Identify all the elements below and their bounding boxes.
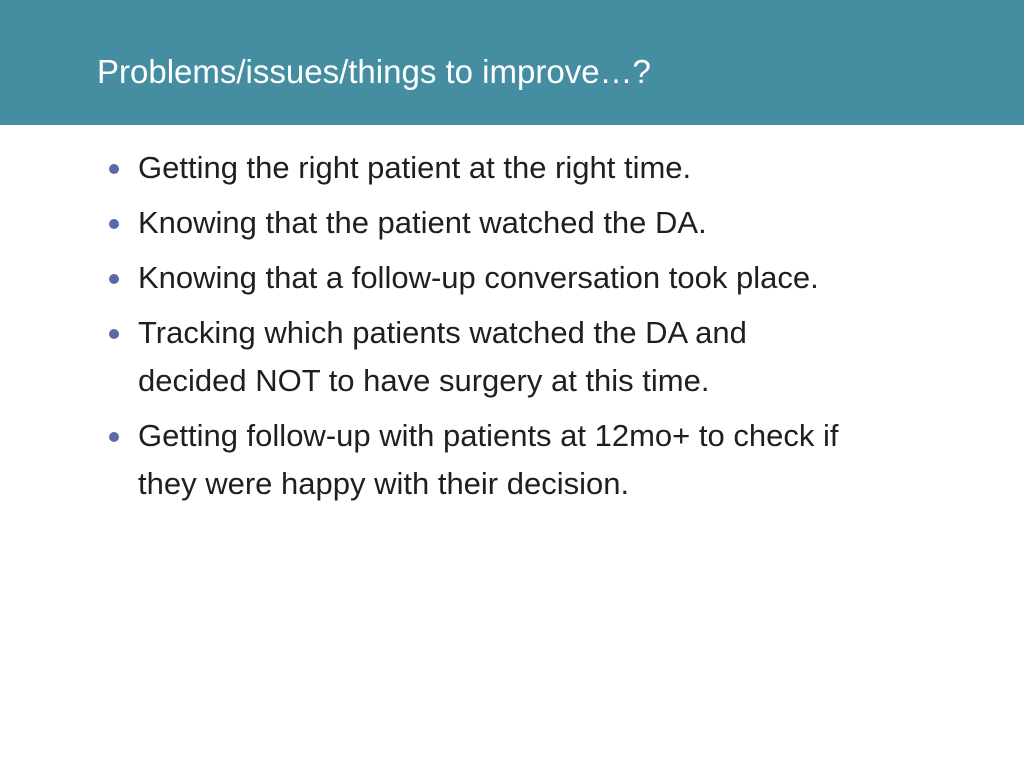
bullet-text: Getting the right patient at the right time. [138,150,692,185]
bullet-dot-icon [109,219,119,229]
bullet-dot-icon [109,164,119,174]
slide-title: Problems/issues/things to improve…? [97,53,651,90]
bullet-item [0,144,858,192]
bullet-item [0,254,858,302]
bullet-text: Knowing that the patient watched the DA. [138,205,707,240]
slide-content [0,144,1024,515]
bullet-dot-icon [109,274,119,284]
bullet-dot-icon [109,329,119,339]
bullet-item [0,412,858,508]
bullet-text: Knowing that a follow-up conversation took place. [138,260,819,295]
title-bar [0,0,1024,125]
bullet-list [0,144,1024,508]
bullet-item [0,199,858,247]
bullet-dot-icon [109,432,119,442]
bullet-text: Tracking which patients watched the DA and decided NOT to have surgery at this time. [138,315,747,398]
bullet-text: Getting follow-up with patients at 12mo+ to check if they were happy with their decision. [138,418,839,501]
bullet-item [0,309,858,405]
